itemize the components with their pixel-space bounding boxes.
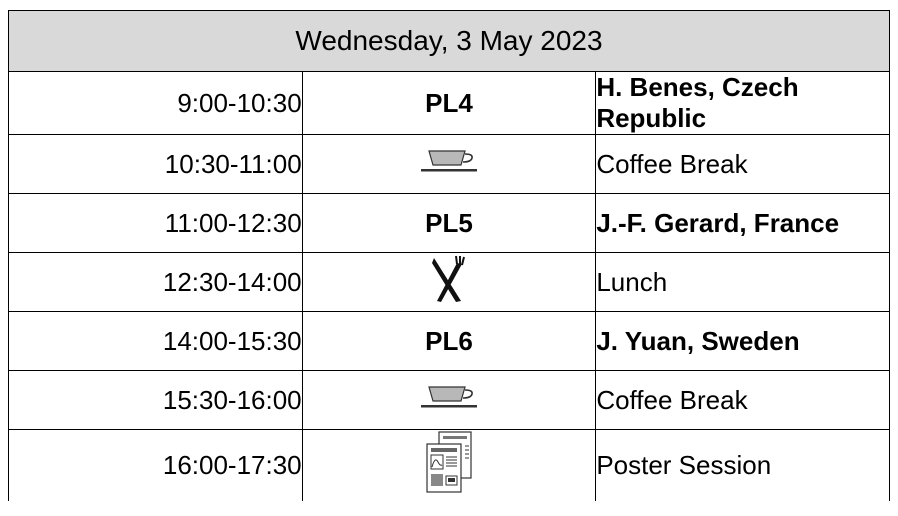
session-description-cell: Coffee Break (596, 371, 890, 430)
session-icon-cell (302, 430, 596, 502)
session-code-cell: PL4 (302, 72, 596, 135)
session-icon-cell (302, 253, 596, 312)
session-description-cell: Lunch (596, 253, 890, 312)
session-speaker-cell: J. Yuan, Sweden (596, 312, 890, 371)
session-icon-cell (302, 135, 596, 194)
coffee-cup-icon (419, 147, 479, 182)
time-cell: 10:30-11:00 (9, 135, 303, 194)
session-code-cell: PL5 (302, 194, 596, 253)
table-row (9, 72, 890, 135)
table-row (9, 312, 890, 371)
knife-fork-icon (431, 254, 467, 311)
time-cell: 9:00-10:30 (9, 72, 303, 135)
session-speaker-cell: J.-F. Gerard, France (596, 194, 890, 253)
session-speaker-cell: H. Benes, Czech Republic (596, 72, 890, 135)
poster-icon (425, 430, 473, 501)
table-row (9, 253, 890, 312)
schedule-date-heading: Wednesday, 3 May 2023 (9, 11, 890, 72)
session-description-cell: Coffee Break (596, 135, 890, 194)
table-row (9, 135, 890, 194)
time-cell: 15:30-16:00 (9, 371, 303, 430)
time-cell: 14:00-15:30 (9, 312, 303, 371)
session-icon-cell (302, 371, 596, 430)
table-row (9, 194, 890, 253)
table-row (9, 430, 890, 502)
session-description-cell: Poster Session (596, 430, 890, 502)
time-cell: 12:30-14:00 (9, 253, 303, 312)
coffee-cup-icon (419, 383, 479, 418)
time-cell: 16:00-17:30 (9, 430, 303, 502)
session-code-cell: PL6 (302, 312, 596, 371)
schedule-header-row (9, 11, 890, 72)
table-row (9, 371, 890, 430)
schedule-table (8, 10, 890, 501)
time-cell: 11:00-12:30 (9, 194, 303, 253)
